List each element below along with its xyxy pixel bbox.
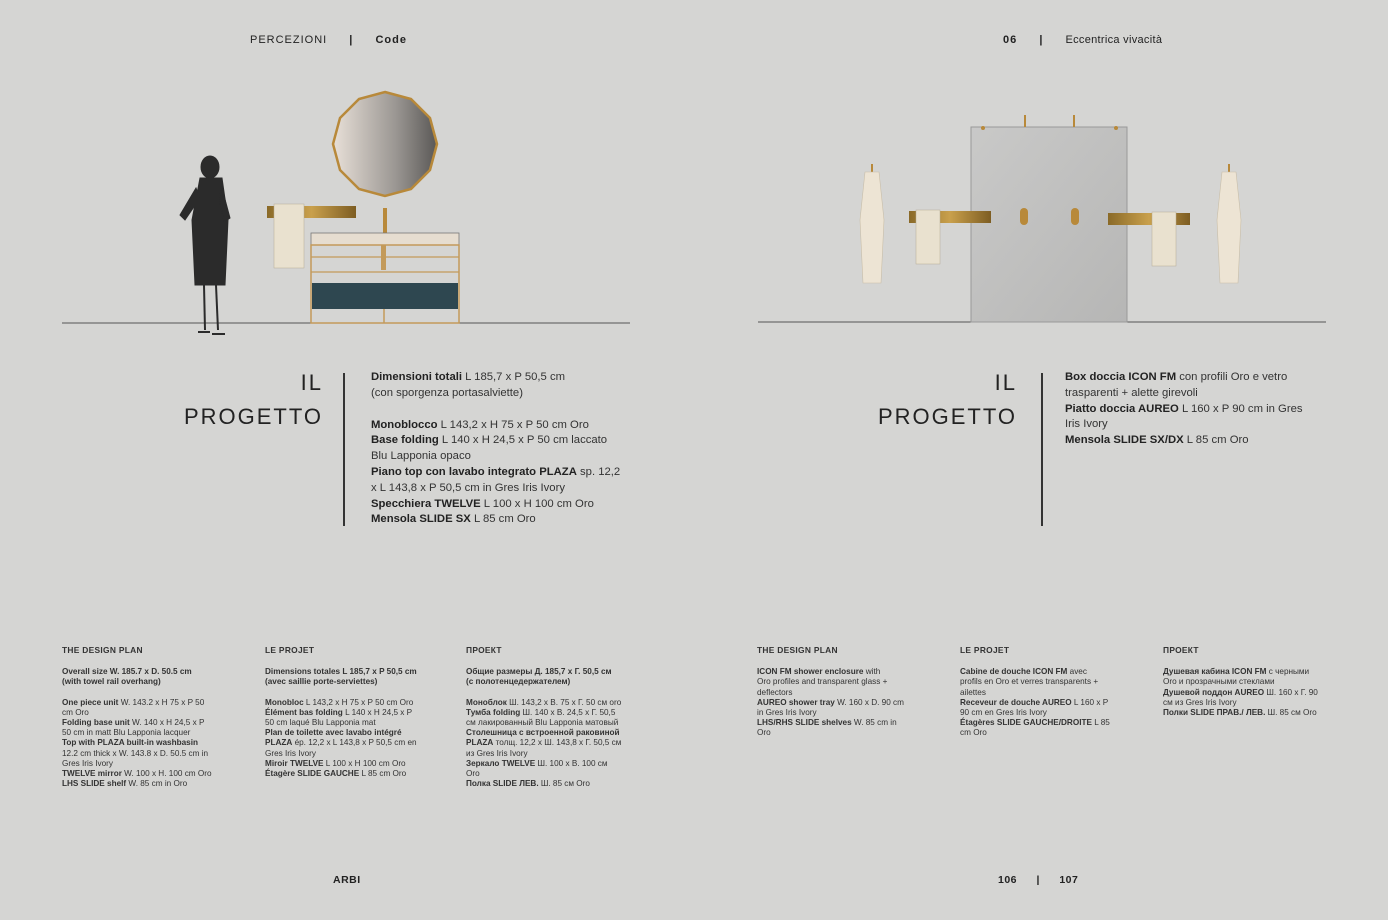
spec-line [62,738,225,748]
spec-value: L 85 cm Oro [359,769,407,779]
spec-label: Piano top con lavabo integrato PLAZA [371,465,577,478]
spec-label: Полка SLIDE ЛЕВ. [466,779,539,789]
spec-value: L 85 cm Oro [470,513,536,526]
spec-value: Oro [466,769,480,779]
spec-label: (с полотенцедержателем) [466,677,571,687]
spec-line [1065,386,1325,402]
spec-value: sp. 12,2 [576,465,621,478]
spec-value: L 160 x P 90 cm in Gres [1178,402,1303,415]
spec-value: из Gres Iris Ivory [466,748,528,758]
spec-line [466,667,629,677]
spec-label: One piece unit [62,697,119,707]
slide-shelf-right [1108,213,1190,225]
spec-label: Étagère SLIDE GAUCHE [265,769,360,779]
left-translation-2 [466,645,629,789]
woman-figure [180,156,230,334]
spec-value: Iris Ivory [1065,418,1108,431]
spec-line [265,759,428,769]
spec-line [265,708,428,718]
spec-value: with [863,667,881,677]
spec-line [371,386,641,402]
spec-line [62,769,225,779]
left-project-title [150,366,323,434]
spec-line [62,667,225,677]
spec-line [960,677,1123,687]
spec-label: LHS/RHS SLIDE shelves [757,718,852,728]
spec-line [371,512,641,528]
spec-label: Folding base unit [62,718,130,728]
spec-label: Dimensions totales L 185,7 x P 50,5 cm [265,667,417,677]
spec-line [371,370,641,386]
spec-line [265,718,428,728]
spec-line [757,677,920,687]
spec-value: 12.2 cm thick x W. 143.8 x D. 50.5 cm in [62,748,209,758]
spec-value: Oro [757,728,771,738]
spec-line [466,779,629,789]
spec-label: Тумба folding [466,707,521,717]
spec-line [1065,417,1325,433]
page-right: 107 [1059,874,1079,886]
title-line-2: PROGETTO [183,404,323,429]
twelve-mirror [333,92,437,196]
spec-line [960,708,1123,718]
spec-line [757,728,920,738]
spec-value: L 100 x H 100 cm Oro [323,758,406,768]
spec-value: cm Oro [960,728,987,738]
spec-line [466,728,629,738]
spacer [265,688,428,698]
spec-label: Specchiera TWELVE [371,497,481,510]
chapter-number: 06 [1003,34,1018,46]
spec-value: trasparenti + alette girevoli [1065,386,1198,399]
left-translation-1 [265,645,428,779]
spec-line [371,433,641,449]
spacer [466,688,629,698]
spacer [62,688,225,698]
spec-value: 90 cm en Gres Iris Ivory [960,708,1047,718]
right-divider [1041,373,1043,526]
left-spec-list [371,370,641,528]
spec-line [466,708,629,718]
spec-value: Ш. 140 x В. 24,5 x Г. 50,5 [520,707,616,717]
spec-value: W. 140 x H 24,5 x P [129,718,205,728]
spec-line [62,708,225,718]
spec-line [62,718,225,728]
spec-line [466,718,629,728]
vanity-illustration [0,80,694,350]
spec-line [757,708,920,718]
footer-separator: | [1036,874,1040,886]
left-running-header [250,34,407,46]
right-translation-0 [757,645,920,739]
spec-label: Miroir TWELVE [265,758,324,768]
spec-line [62,749,225,759]
spec-label: Base folding [371,434,439,447]
spec-label: Monoblocco [371,418,438,431]
spec-label: (with towel rail overhang) [62,677,161,687]
spec-value: L 160 x P [1071,697,1109,707]
spec-line [960,718,1123,728]
bathrobe-left [860,164,884,283]
spec-line [757,698,920,708]
spec-label: TWELVE mirror [62,769,122,779]
bathrobe-right [1217,164,1241,283]
spec-label: Полки SLIDE ПРАВ./ ЛЕВ. [1163,708,1266,718]
spec-line [62,759,225,769]
spec-value: L 140 x H 24,5 x P [342,707,413,717]
right-translation-2 [1163,645,1326,718]
spec-label: Душевой поддон AUREO [1163,687,1265,697]
spec-label: Зеркало TWELVE [466,758,536,768]
spec-value: L 85 [1091,718,1110,728]
right-running-header [1003,34,1162,46]
spec-value: in Gres Iris Ivory [757,708,817,718]
spec-line [1065,433,1325,449]
spec-value: avec [1067,667,1087,677]
spec-line [757,667,920,677]
spec-line [960,667,1123,677]
spec-value: Ш. 85 см Oro [1265,708,1317,718]
spec-value: con profili Oro e vetro [1176,371,1288,383]
spec-value: L 143,2 x H 75 x P 50 cm Oro [437,418,589,431]
spec-line [265,677,428,687]
spec-value: W. 100 x H. 100 cm Oro [121,769,212,779]
spec-value: Oro profiles and transparent glass + [757,677,888,687]
spec-value: Oro и прозрачными стеклами [1163,677,1275,687]
spec-line [265,667,428,677]
left-divider [343,373,345,526]
right-spec-list [1065,370,1325,449]
spec-line [757,718,920,728]
spec-line [466,749,629,759]
spec-line [1065,402,1325,418]
spec-value: W. 160 x D. 90 cm [834,697,904,707]
spec-line [466,738,629,748]
spec-value: W. 85 cm in Oro [126,779,188,789]
spec-value: cm Oro [62,707,89,717]
spec-line [265,769,428,779]
spec-line [466,769,629,779]
spec-line [265,698,428,708]
spec-label: LHS SLIDE shelf [62,779,127,789]
spec-label: Overall size W. 185.7 x D. 50.5 cm [62,667,192,677]
folding-base [312,283,458,309]
header-separator: | [349,34,354,46]
spec-line [757,688,920,698]
spec-line [466,759,629,769]
spec-line [1163,677,1326,687]
spec-line [371,418,641,434]
page-numbers [998,874,1078,886]
spec-line [62,779,225,789]
column-heading: LE PROJET [265,645,315,655]
spec-value: толщ. 12,2 x Ш. 143,8 x Г. 50,5 см [493,738,622,748]
spec-line [265,738,428,748]
left-translation-0 [62,645,225,789]
spec-line [265,749,428,759]
spec-value: см из Gres Iris Ivory [1163,697,1237,707]
spec-label: PLAZA [466,738,494,748]
shower-illustration [694,80,1388,350]
spec-label: Box doccia ICON FM [1065,371,1177,383]
spec-line [1163,667,1326,677]
spec-value: Ш. 143,2 x В. 75 x Г. 50 см oro [506,697,622,707]
column-heading: ПРОЕКТ [1163,645,1199,655]
section-label: PERCEZIONI [250,34,328,46]
brand-name: ARBI [333,874,361,886]
right-project-title [844,366,1017,434]
spec-label: PLAZA [265,738,293,748]
spec-line [1065,370,1325,386]
spec-line [960,728,1123,738]
chapter-title: Eccentrica vivacità [1065,34,1163,46]
spec-line [1163,698,1326,708]
spec-line [1163,708,1326,718]
spec-value: L 143,2 x H 75 x P 50 cm Oro [303,697,414,707]
spec-line [371,481,641,497]
spec-label: AUREO shower tray [757,697,835,707]
spec-value: 50 cm laqué Blu Lapponia mat [265,718,376,728]
spec-value: Blu Lapponia opaco [371,450,471,463]
spec-label: (avec saillie porte-serviettes) [265,677,378,687]
spec-value: deflectors [757,687,793,697]
spec-label: Cabine de douche ICON FM [960,667,1068,677]
spec-value: W. 143.2 x H 75 x P 50 [118,697,205,707]
spec-value: profils en Oro et verres transparents + [960,677,1099,687]
spec-value: Ш. 85 см Oro [538,779,590,789]
spec-line [62,698,225,708]
spec-line [371,449,641,465]
spec-value: L 100 x H 100 cm Oro [480,497,594,510]
spec-label: Dimensioni totali [371,371,463,383]
spec-value: W. 85 cm in [851,718,897,728]
spec-value: (con sporgenza portasalviette) [371,386,523,399]
spec-label: Общие размеры Д. 185,7 x Г. 50,5 см [466,667,612,677]
title-line-1: IL [994,370,1017,395]
icon-fm-enclosure [971,127,1127,322]
spec-value: L 140 x H 24,5 x P 50 cm laccato [438,434,608,447]
spec-label: Столешница с встроенной раковиной [466,728,620,738]
title-line-2: PROGETTO [877,404,1017,429]
spec-value: 50 cm in matt Blu Lapponia lacquer [62,728,191,738]
spec-line [960,688,1123,698]
spec-label: Plan de toilette avec lavabo intégré [265,728,402,738]
spec-line [960,698,1123,708]
spec-label: ICON FM shower enclosure [757,667,864,677]
column-heading: LE PROJET [960,645,1010,655]
column-heading: ПРОЕКТ [466,645,502,655]
spec-value: с черными [1266,667,1310,677]
towel [274,204,304,268]
spec-value: Ш. 160 x Г. 90 [1264,687,1318,697]
column-heading: THE DESIGN PLAN [62,645,143,655]
plaza-top [311,233,459,245]
spec-value: L 85 cm Oro [1183,434,1249,447]
spec-value: Gres Iris Ivory [265,748,316,758]
spec-label: Top with PLAZA built-in washbasin [62,738,198,748]
collection-label: Code [375,34,407,46]
spec-label: Étagères SLIDE GAUCHE/DROITE [960,718,1092,728]
spec-label: Моноблок [466,697,507,707]
spec-line [466,677,629,687]
spec-line [1163,688,1326,698]
spec-label: Душевая кабина ICON FM [1163,667,1267,677]
spec-line [62,677,225,687]
spec-label: Mensola SLIDE SX [371,513,471,526]
spec-value: x L 143,8 x P 50,5 cm in Gres Iris Ivory [371,481,566,494]
spec-line [466,698,629,708]
spec-label: Mensola SLIDE SX/DX [1065,434,1184,447]
column-heading: THE DESIGN PLAN [757,645,838,655]
header-separator: | [1039,34,1044,46]
spec-label: Receveur de douche AUREO [960,697,1072,707]
spec-value: см лакированный Blu Lapponia матовый [466,718,619,728]
spec-line [371,465,641,481]
spec-label: Piatto doccia AUREO [1065,402,1179,415]
spec-label: Monobloc [265,697,304,707]
spec-value: L 185,7 x P 50,5 cm [462,371,566,383]
spec-value: ép. 12,2 x L 143,8 x P 50,5 cm en [292,738,417,748]
page-left: 106 [998,874,1018,886]
spec-value: Gres Iris Ivory [62,758,113,768]
spec-line [371,497,641,513]
spec-line [62,728,225,738]
spec-value: ailettes [960,687,986,697]
spec-label: Élément bas folding [265,707,343,717]
title-line-1: IL [300,370,323,395]
spec-line [265,728,428,738]
right-translation-1 [960,645,1123,739]
spec-value: Ш. 100 x В. 100 см [535,758,608,768]
